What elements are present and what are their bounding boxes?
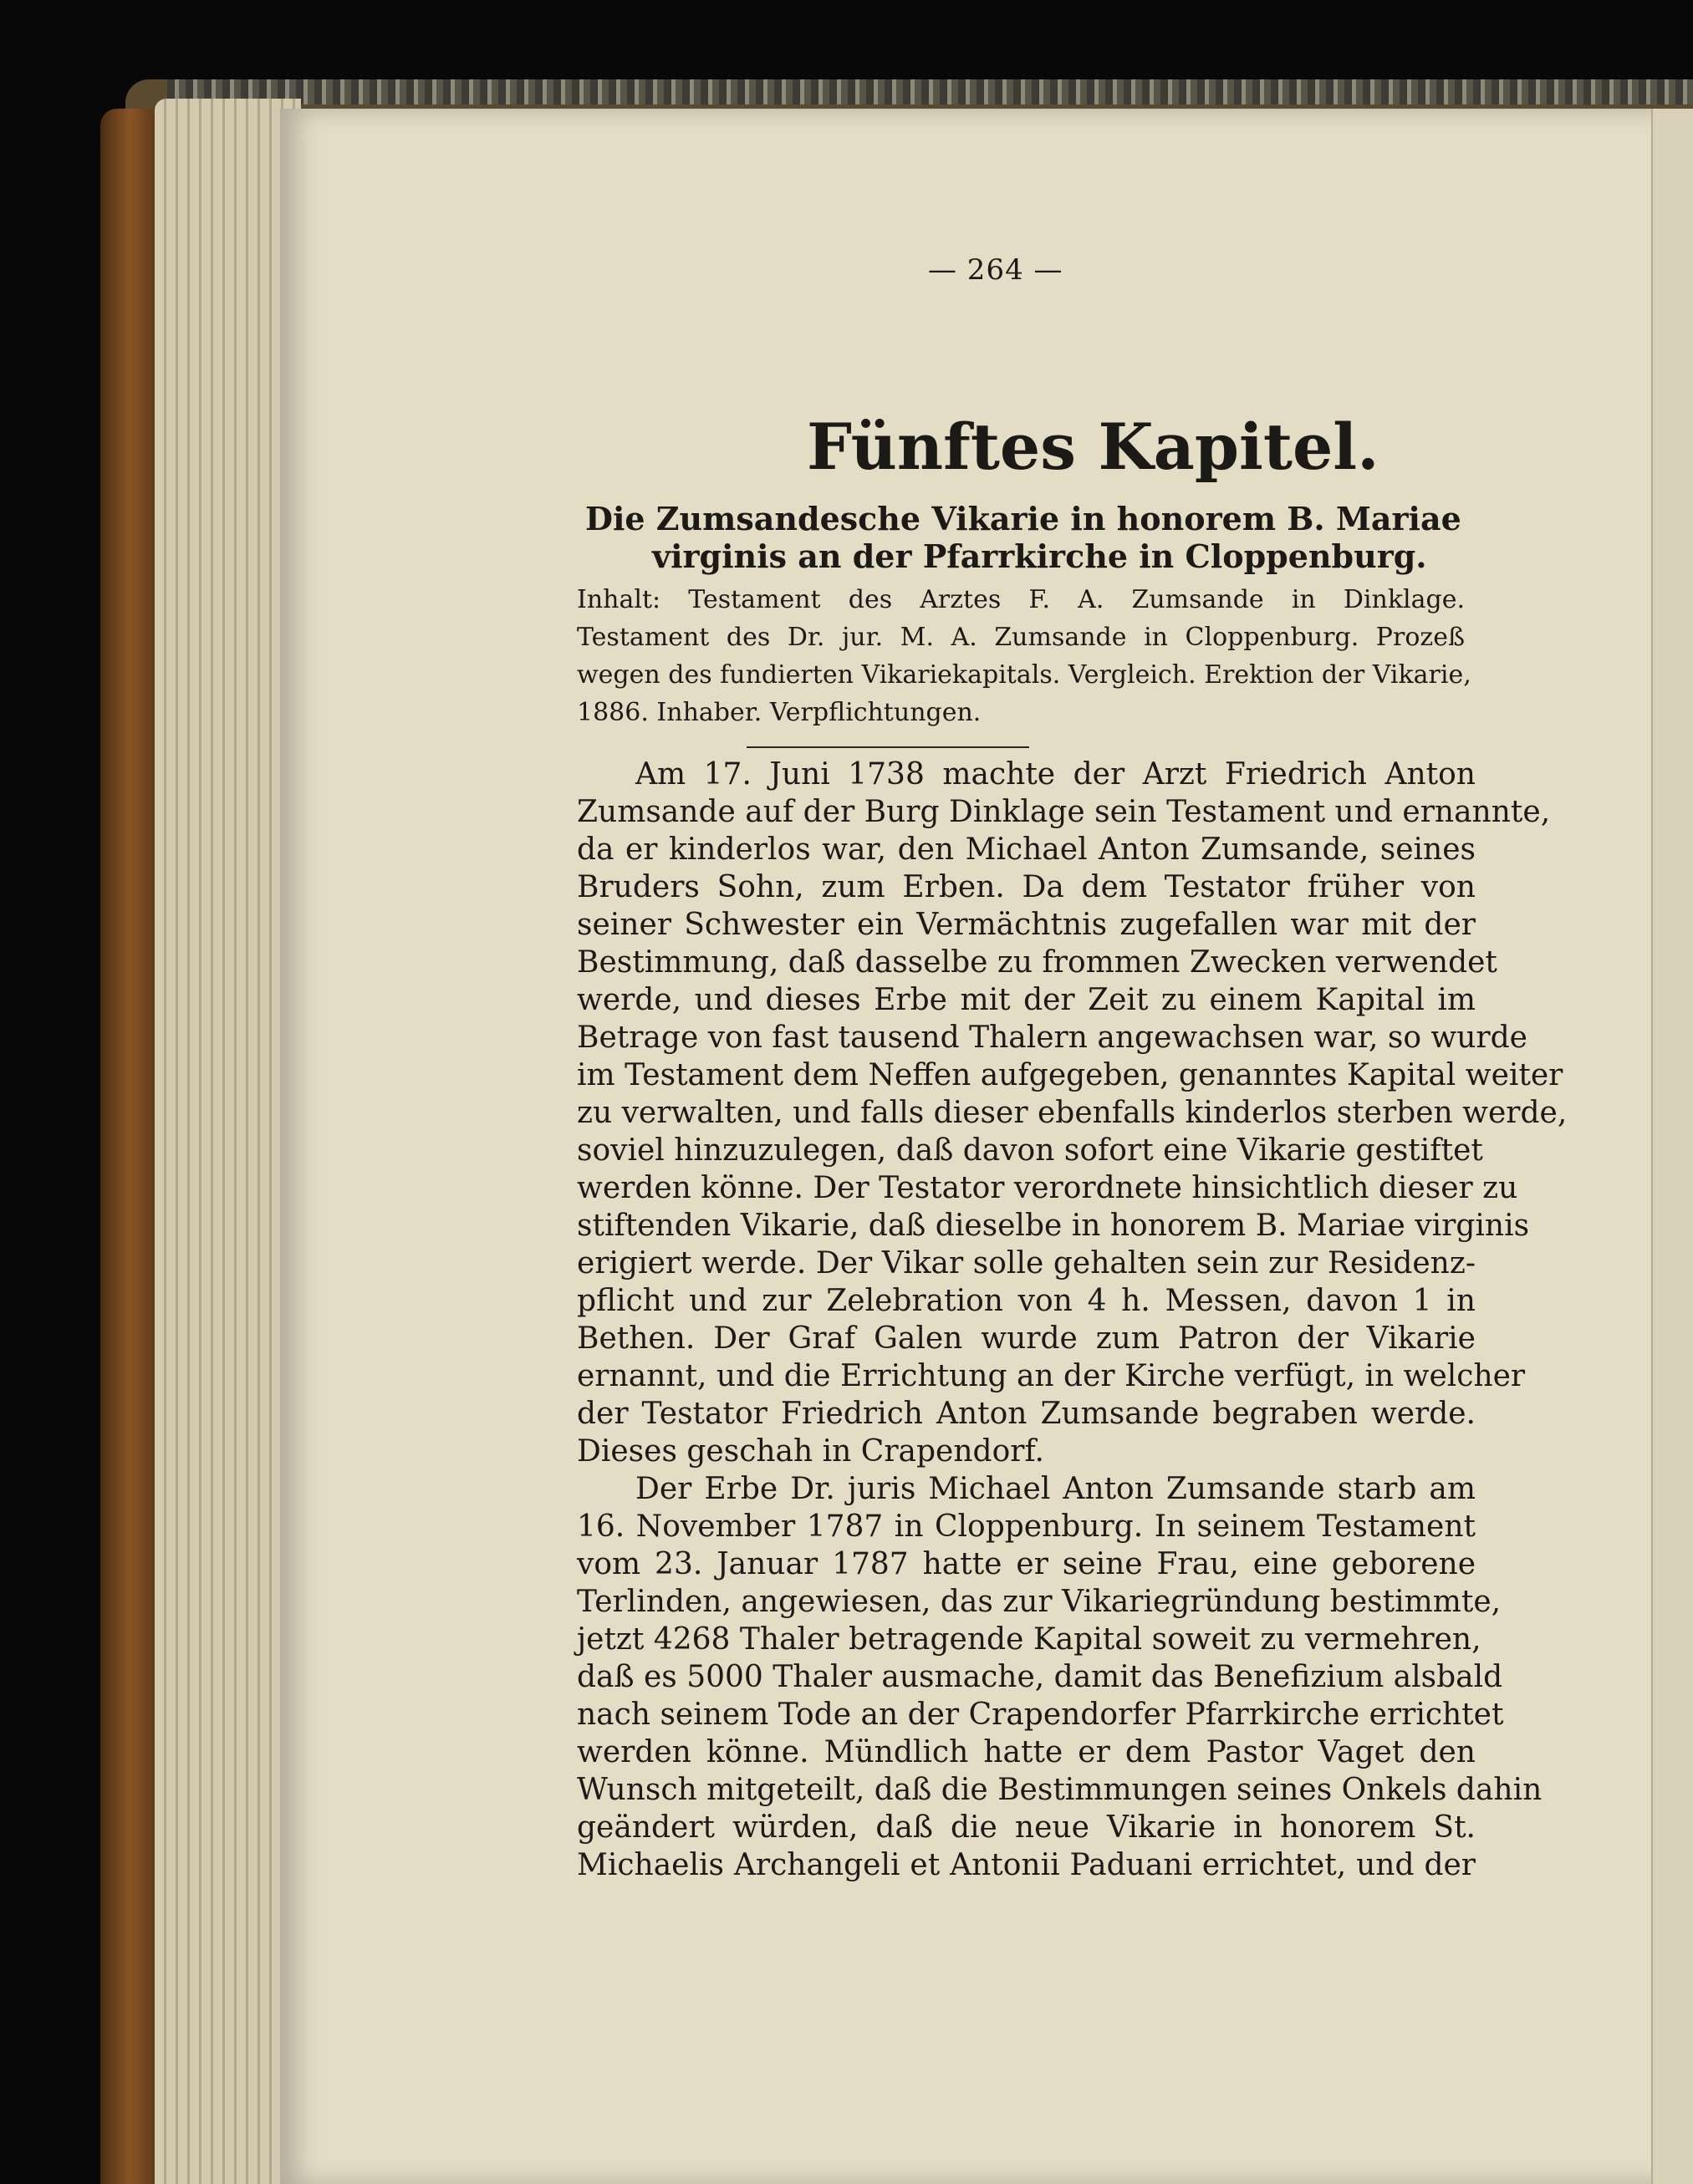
body-line: Dieses geschah in Crapendorf. [577,1434,1044,1469]
chapter-summary-line: wegen des fundierten Vikariekapitals. Vergleich. Erektion der Vikarie, [577,660,1471,690]
body-line: jetzt 4268 Thaler betragende Kapital soweit zu vermehren, [577,1622,1481,1657]
chapter-subtitle-line: Die Zumsandesche Vikarie in honorem B. Mariae [585,500,1461,537]
body-line: pflicht und zur Zelebration von 4 h. Messen, davon 1 in [577,1284,1476,1318]
body-line: Wunsch mitgeteilt, daß die Bestimmungen seines Onkels dahin [577,1773,1543,1807]
body-line: Michaelis Archangeli et Antonii Paduani errichtet, und der [577,1848,1476,1882]
body-line: ernannt, und die Errichtung an der Kirche verfügt, in welcher [577,1359,1526,1393]
body-line: Der Erbe Dr. juris Michael Anton Zumsande starb am [635,1472,1476,1506]
body-line: werde, und dieses Erbe mit der Zeit zu einem Kapital im [577,983,1476,1017]
body-line: Am 17. Juni 1738 machte der Arzt Friedrich Anton [635,757,1476,792]
body-line: Zumsande auf der Burg Dinklage sein Testament und ernannte, [577,795,1551,829]
body-line: der Testator Friedrich Anton Zumsande begraben werde. [577,1397,1476,1431]
page-edges [155,99,301,2184]
body-line: werden könne. Der Testator verordnete hinsichtlich dieser zu [577,1171,1518,1205]
page-number: — 264 — [928,253,1063,287]
body-line: seiner Schwester ein Vermächtnis zugefallen war mit der [577,908,1476,942]
body-line: 16. November 1787 in Cloppenburg. In seinem Testament [577,1509,1476,1544]
body-line: im Testament dem Neffen aufgegeben, genanntes Kapital weiter [577,1058,1563,1092]
chapter-summary-line: Testament des Dr. jur. M. A. Zumsande in Cloppenburg. Prozeß [577,623,1465,652]
body-line: daß es 5000 Thaler ausmache, damit das Benefizium alsbald [577,1660,1503,1694]
body-line: Bestimmung, daß dasselbe zu frommen Zwecken verwendet [577,945,1497,980]
section-divider [747,746,1029,748]
body-line: Bruders Sohn, zum Erben. Da dem Testator früher von [577,870,1476,904]
body-line: vom 23. Januar 1787 hatte er seine Frau, eine geborene [577,1547,1476,1581]
body-line: Bethen. Der Graf Galen wurde zum Patron der Vikarie [577,1321,1476,1356]
chapter-title: Fünftes Kapitel. [807,410,1379,484]
body-line: da er kinderlos war, den Michael Anton Zumsande, seines [577,832,1476,867]
body-line: soviel hinzuzulegen, daß davon sofort eine Vikarie gestiftet [577,1133,1483,1168]
book-top-edge [167,79,1693,104]
body-line: Terlinden, angewiesen, das zur Vikariegründung bestimmte, [577,1585,1502,1619]
facing-page-edge [1651,109,1693,2184]
body-line: stiftenden Vikarie, daß dieselbe in honorem B. Mariae virginis [577,1209,1530,1243]
book-spine [100,109,159,2184]
body-line: geändert würden, daß die neue Vikarie in honorem St. [577,1810,1476,1845]
chapter-summary-line: 1886. Inhaber. Verpflichtungen. [577,698,982,727]
body-line: zu verwalten, und falls dieser ebenfalls kinderlos sterben werde, [577,1096,1568,1130]
body-line: erigiert werde. Der Vikar solle gehalten sein zur Residenz- [577,1246,1476,1280]
chapter-summary-line: Inhalt: Testament des Arztes F. A. Zumsande in Dinklage. [577,585,1465,614]
body-line: werden könne. Mündlich hatte er dem Pastor Vaget den [577,1735,1476,1769]
body-line: nach seinem Tode an der Crapendorfer Pfarrkirche errichtet [577,1698,1504,1732]
body-line: Betrage von fast tausend Thalern angewachsen war, so wurde [577,1021,1527,1055]
chapter-subtitle-line: virginis an der Pfarrkirche in Cloppenburg. [652,537,1427,575]
